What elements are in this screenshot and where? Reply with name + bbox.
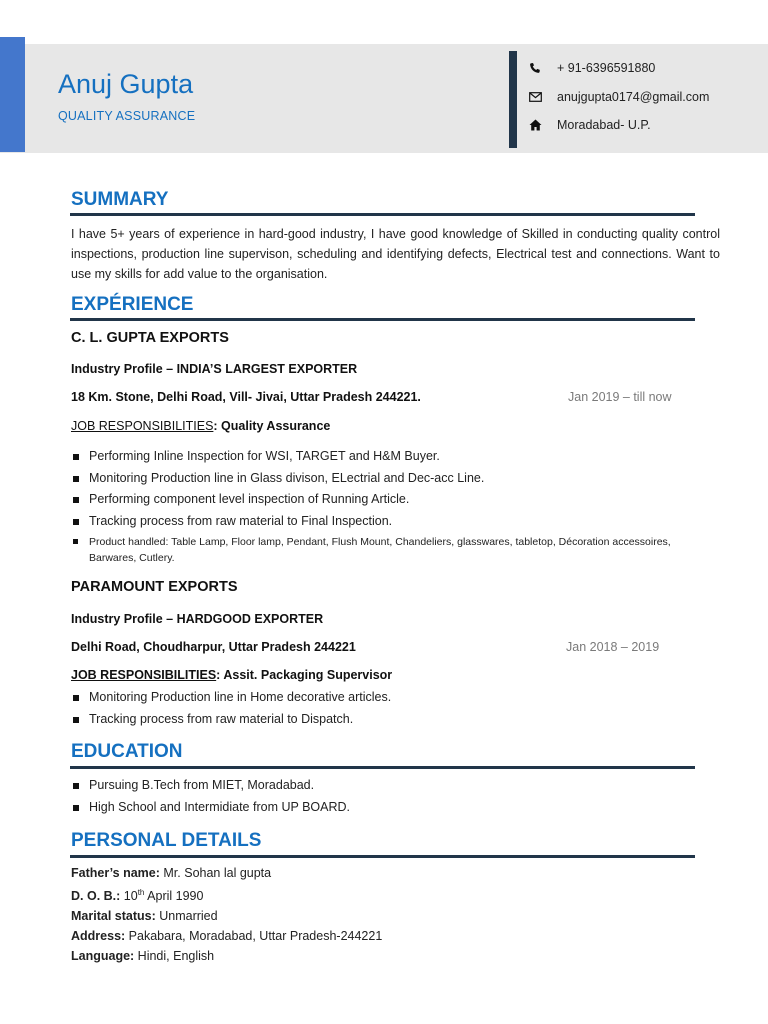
responsibility-list	[71, 446, 671, 566]
job-dates: Jan 2019 – till now	[568, 390, 672, 404]
experience-rule	[70, 318, 695, 321]
candidate-role: QUALITY ASSURANCE	[58, 109, 196, 123]
dob-label: D. O. B.:	[71, 889, 121, 904]
personal-details-rule	[70, 855, 695, 858]
responsibilities-label: JOB RESPONSIBILITIES	[71, 419, 214, 433]
list-item: Pursuing B.Tech from MIET, Moradabad.	[71, 775, 671, 797]
list-item: Performing Inline Inspection for WSI, TARGET and H&M Buyer.	[71, 446, 671, 468]
education-rule	[70, 766, 695, 769]
responsibilities-label: JOB RESPONSIBILITIES	[71, 668, 217, 682]
list-item: Tracking process from raw material to Dispatch.	[71, 709, 671, 731]
summary-rule	[70, 213, 695, 216]
summary-text: I have 5+ years of experience in hard-good industry, I have good knowledge of Skilled in conducting quality control inspections, production line supervison, scheduling and identifying defects, Electrical test and connections. Want to use my skills for add value to the organisation.	[71, 227, 720, 281]
education-heading: EDUCATION	[71, 741, 183, 762]
address-label: Address:	[71, 929, 126, 944]
list-item: Monitoring Production line in Glass divison, ELectrial and Dec-acc Line.	[71, 468, 671, 490]
personal-details-heading: PERSONAL DETAILS	[71, 830, 262, 851]
personal-details	[71, 863, 382, 966]
language-label: Language:	[71, 949, 135, 964]
list-item: Tracking process from raw material to Final Inspection.	[71, 511, 671, 533]
accent-bar	[0, 37, 25, 152]
father-name-row	[71, 863, 382, 883]
responsibilities-value: : Assit. Packaging Supervisor	[216, 668, 393, 682]
dob-suffix: th	[137, 888, 145, 897]
phone-icon	[528, 61, 542, 75]
industry-profile: Industry Profile – INDIA’S LARGEST EXPORTER	[71, 362, 358, 376]
list-item: Product handled: Table Lamp, Floor lamp, Pendant, Flush Mount, Chandeliers, glasswares, tabletop, Décoration accessoires, Barwares, Cutlery.	[71, 534, 671, 566]
responsibility-list	[71, 687, 671, 730]
contact-location	[528, 118, 651, 132]
marital-status-row	[71, 906, 382, 926]
responsibilities-value: : Quality Assurance	[213, 419, 331, 433]
contact-email	[528, 90, 709, 104]
home-icon	[528, 118, 542, 132]
father-name-value: Mr. Sohan lal gupta	[159, 866, 272, 880]
industry-profile: Industry Profile – HARDGOOD EXPORTER	[71, 612, 324, 626]
company-address: 18 Km. Stone, Delhi Road, Vill- Jivai, Uttar Pradesh 244221.	[71, 390, 421, 404]
contact-phone	[528, 61, 655, 75]
father-name-label: Father’s name:	[71, 866, 160, 880]
job-responsibilities	[71, 419, 330, 433]
language-row	[71, 946, 382, 966]
dob-day: 10	[120, 889, 138, 904]
job-responsibilities	[71, 668, 392, 682]
email-icon	[528, 90, 542, 104]
education-list	[71, 775, 671, 818]
dob-rest: April 1990	[144, 889, 204, 904]
phone-text: + 91-6396591880	[557, 61, 656, 75]
summary-heading: SUMMARY	[71, 189, 169, 210]
list-item: Performing component level inspection of Running Article.	[71, 489, 671, 511]
list-item: High School and Intermidiate from UP BOARD.	[71, 797, 671, 819]
address-row	[71, 926, 382, 946]
experience-heading: EXPÉRIENCE	[71, 294, 194, 315]
company-address: Delhi Road, Choudharpur, Uttar Pradesh 244221	[71, 640, 356, 654]
job-dates: Jan 2018 – 2019	[566, 640, 660, 654]
address-value: Pakabara, Moradabad, Uttar Pradesh-244221	[125, 929, 383, 944]
list-item: Monitoring Production line in Home decorative articles.	[71, 687, 671, 709]
company-name: PARAMOUNT EXPORTS	[71, 579, 238, 595]
candidate-name: Anuj Gupta	[58, 69, 194, 99]
contact-divider	[509, 51, 517, 148]
email-text: anujgupta0174@gmail.com	[557, 90, 710, 104]
dob-row	[71, 883, 382, 906]
marital-status-value: Unmarried	[155, 909, 218, 924]
company-name: C. L. GUPTA EXPORTS	[71, 330, 229, 346]
language-value: Hindi, English	[134, 949, 215, 964]
location-text: Moradabad- U.P.	[557, 118, 651, 132]
marital-status-label: Marital status:	[71, 909, 156, 924]
